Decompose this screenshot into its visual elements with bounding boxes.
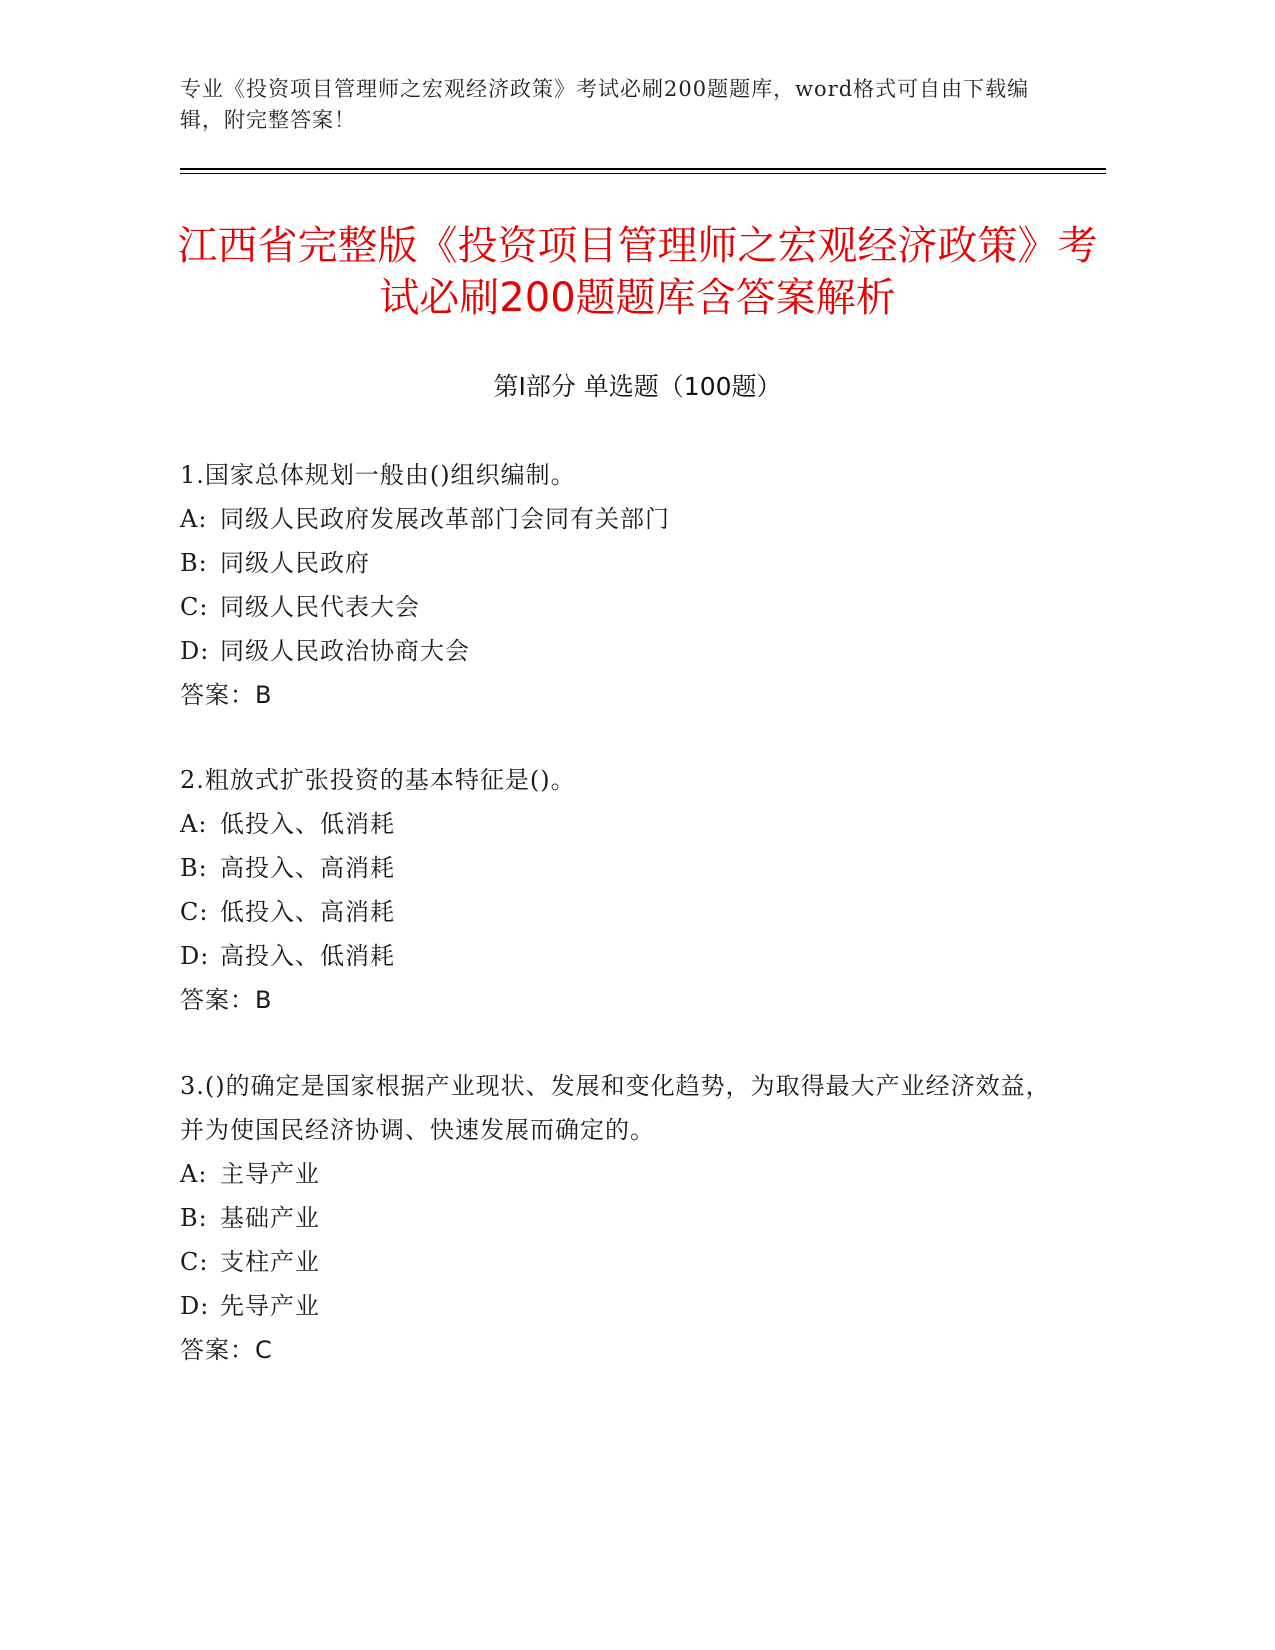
answer-line: 答案：B: [180, 681, 273, 709]
option-letter: C:: [180, 1248, 209, 1276]
option-b: [180, 846, 1060, 890]
option-a: [180, 497, 1060, 541]
option-text: 同级人民政治协商大会: [220, 637, 470, 665]
option-letter: A:: [180, 505, 208, 533]
option-letter: D:: [180, 942, 210, 970]
option-text: 低投入、低消耗: [220, 810, 395, 838]
option-letter: B:: [180, 549, 208, 577]
option-c: [180, 585, 1060, 629]
answer-line: 答案：C: [180, 1336, 273, 1364]
question-stem: 2.粗放式扩张投资的基本特征是()。: [180, 766, 576, 794]
option-c: [180, 1240, 1060, 1284]
option-b: [180, 1196, 1060, 1240]
option-a: [180, 802, 1060, 846]
document-title: 江西省完整版《投资项目管理师之宏观经济政策》考试必刷200题题库含答案解析: [177, 223, 1098, 321]
option-b: [180, 541, 1060, 585]
question-stem: 1.国家总体规划一般由()组织编制。: [180, 461, 576, 489]
question-stem: 3.()的确定是国家根据产业现状、发展和变化趋势，为取得最大产业经济效益，并为使国民经济协调、快速发展而确定的。: [180, 1072, 1051, 1144]
option-letter: D:: [180, 1292, 210, 1320]
option-d: [180, 1284, 1060, 1328]
option-text: 基础产业: [220, 1204, 320, 1232]
option-d: [180, 629, 1060, 673]
option-text: 低投入、高消耗: [220, 898, 395, 926]
option-text: 高投入、低消耗: [220, 942, 395, 970]
option-letter: D:: [180, 637, 210, 665]
option-a: [180, 1152, 1060, 1196]
option-letter: B:: [180, 854, 208, 882]
option-text: 同级人民政府: [220, 549, 370, 577]
answer-line: 答案：B: [180, 986, 273, 1014]
question-3: [180, 1064, 1060, 1372]
question-2: [180, 758, 1060, 1022]
option-d: [180, 934, 1060, 978]
question-1: [180, 453, 1060, 717]
option-letter: C:: [180, 898, 209, 926]
section-title: 第Ⅰ部分 单选题（100题）: [493, 372, 782, 401]
option-text: 同级人民代表大会: [220, 593, 420, 621]
option-text: 高投入、高消耗: [220, 854, 395, 882]
header-divider-thick: [180, 168, 1106, 170]
option-letter: A:: [180, 1160, 208, 1188]
option-text: 先导产业: [220, 1292, 320, 1320]
option-letter: B:: [180, 1204, 208, 1232]
option-letter: C:: [180, 593, 209, 621]
option-letter: A:: [180, 810, 208, 838]
header-note: 专业《投资项目管理师之宏观经济政策》考试必刷200题题库，word格式可自由下载编辑，附完整答案！: [180, 77, 1030, 132]
option-text: 主导产业: [220, 1160, 320, 1188]
option-c: [180, 890, 1060, 934]
header-divider-thin: [180, 173, 1106, 174]
option-text: 支柱产业: [220, 1248, 320, 1276]
option-text: 同级人民政府发展改革部门会同有关部门: [220, 505, 670, 533]
